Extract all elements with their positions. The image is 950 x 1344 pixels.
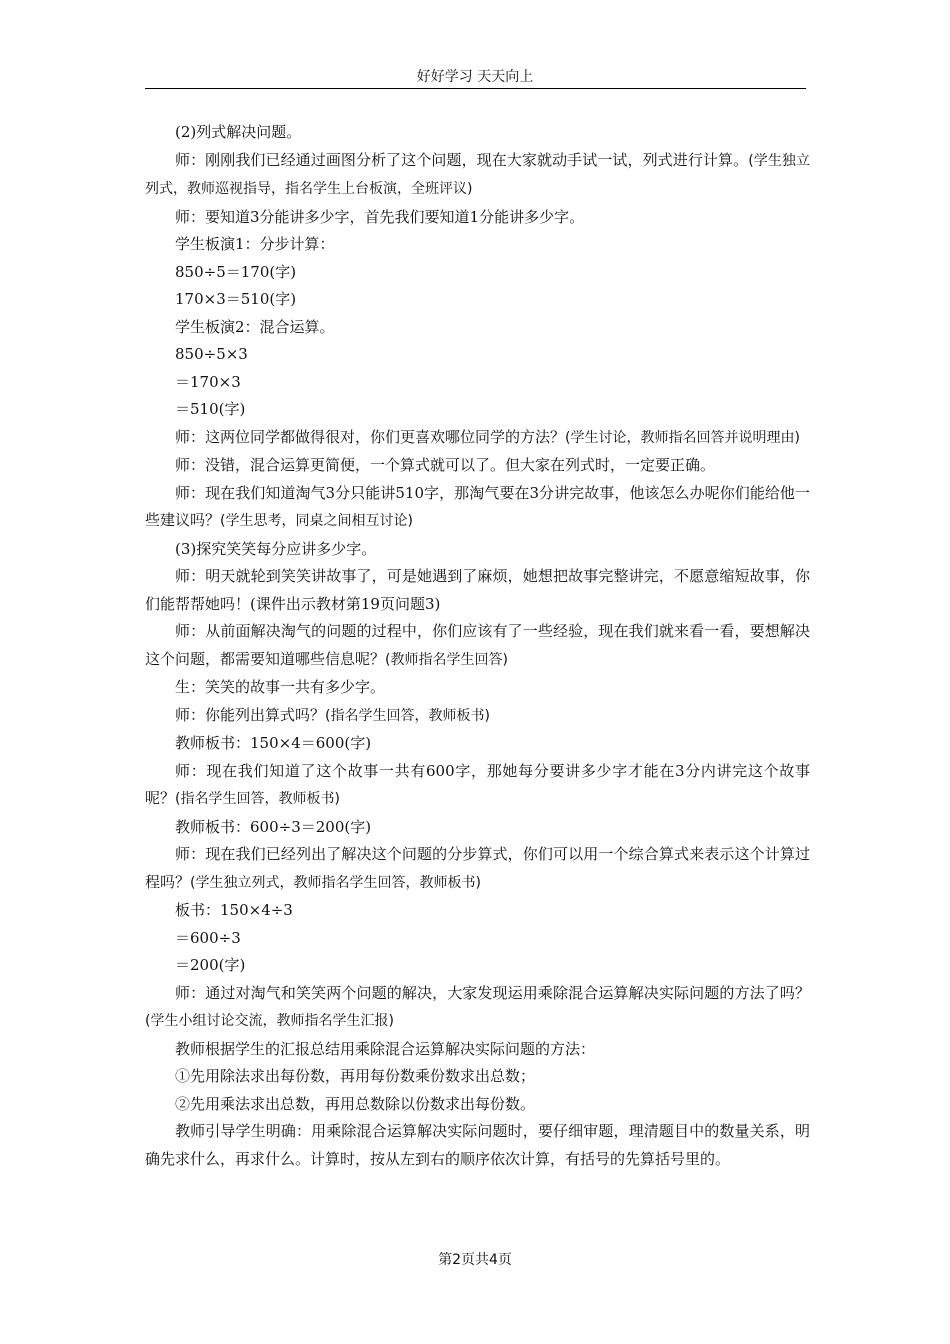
paragraph-text: 师：明天就轮到笑笑讲故事了，可是她遇到了麻烦，她想把故事完整讲完，不愿意缩短故事，你们能帮帮她吗！(课件出示教材第19页问题3) (145, 567, 810, 613)
paragraph-text: 教师板书：600÷3＝200(字) (175, 817, 372, 836)
paragraph (145, 618, 810, 674)
paragraph (145, 1118, 810, 1173)
paragraph (145, 841, 810, 897)
paragraph (145, 536, 810, 564)
paragraph (145, 424, 810, 453)
paragraph-text: 学生板演1：分步计算： (175, 235, 335, 253)
paragraph (145, 952, 810, 980)
paragraph-text: 师：现在我们知道淘气3分只能讲510字，那淘气要在3分讲完故事，他该怎么办呢你们能给他一些建议吗？ (145, 483, 810, 529)
paragraph (145, 897, 810, 925)
paragraph-text: 生：笑笑的故事一共有多少字。 (175, 678, 386, 696)
paragraph-text: 师：要知道3分能讲多少字，首先我们要知道1分能讲多少字。 (175, 207, 585, 226)
paragraph-text: ②先用乘法求出总数，再用总数除以份数求出每份数。 (175, 1094, 536, 1113)
paragraph (145, 814, 810, 842)
teaching-note: (指名学生回答，教师板书) (325, 707, 490, 724)
paragraph-text: 师：现在我们已经列出了解决这个问题的分步算式，你们可以用一个综合算式来表示这个计算过程吗？ (145, 845, 810, 891)
paragraph (145, 286, 810, 314)
paragraph (145, 452, 810, 480)
paragraph-text: 师：没错，混合运算更简便，一个算式就可以了。但大家在列式时，一定要正确。 (175, 456, 716, 474)
paragraph (145, 702, 810, 731)
teaching-note: (学生讨论，教师指名回答并说明理由) (565, 429, 800, 446)
paragraph (145, 730, 810, 758)
paragraph-text: 师：你能列出算式吗？ (175, 705, 326, 724)
document-body (145, 119, 810, 1173)
paragraph-text: 教师板书：150×4＝600(字) (175, 734, 372, 752)
paragraph (145, 396, 810, 424)
paragraph (145, 259, 810, 287)
paragraph-text: 师：现在我们知道了这个故事一共有600字，那她每分要讲多少字才能在3分内讲完这个故事呢？ (145, 761, 810, 807)
teaching-note: (指名学生回答，教师板书) (175, 791, 340, 807)
paragraph-text: 850÷5＝170(字) (175, 262, 297, 281)
paragraph-text: 师：从前面解决淘气的问题的过程中，你们应该有了一些经验，现在我们就来看一看，要想解决这个问题，都需要知道哪些信息呢？ (145, 622, 810, 668)
page-footer: 第2页共4页 (438, 1252, 512, 1268)
paragraph-text: 师：刚刚我们已经通过画图分析了这个问题，现在大家就动手试一试，列式进行计算。 (175, 150, 749, 169)
paragraph (145, 758, 810, 814)
paragraph (145, 480, 810, 536)
paragraph-text: 师：这两位同学都做得很对，你们更喜欢哪位同学的方法？ (175, 427, 566, 446)
paragraph-text: ＝600÷3 (175, 928, 241, 947)
paragraph-text: ＝170×3 (175, 372, 241, 391)
teaching-note: (学生小组讨论交流，教师指名学生汇报) (145, 1013, 394, 1029)
teaching-note: (学生独立列式，教师巡视指导，指名学生上台板演，全班评议) (145, 152, 810, 197)
page-header: 好好学习 天天向上 (416, 69, 534, 85)
paragraph (145, 341, 810, 369)
paragraph (145, 231, 810, 259)
paragraph (145, 147, 810, 204)
paragraph-text: ＝200(字) (175, 956, 246, 974)
header-rule (145, 88, 806, 89)
paragraph (145, 314, 810, 342)
paragraph-text: ＝510(字) (175, 400, 246, 418)
paragraph-text: (2)列式解决问题。 (175, 123, 302, 141)
paragraph (145, 563, 810, 618)
paragraph (145, 119, 810, 147)
paragraph (145, 369, 810, 397)
paragraph-text: 师：通过对淘气和笑笑两个问题的解决，大家发现运用乘除混合运算解决实际问题的方法了吗？ (175, 983, 810, 1002)
paragraph (145, 925, 810, 953)
paragraph-text: 教师根据学生的汇报总结用乘除混合运算解决实际问题的方法： (175, 1039, 596, 1058)
paragraph (145, 674, 810, 702)
paragraph-text: 板书：150×4÷3 (175, 901, 293, 919)
teaching-note: (学生独立列式，教师指名学生回答，教师板书) (190, 874, 481, 891)
teaching-note: (学生思考，同桌之间相互讨论) (220, 513, 413, 529)
paragraph (145, 980, 810, 1036)
paragraph (145, 204, 810, 232)
paragraph-text: 学生板演2：混合运算。 (175, 317, 335, 336)
paragraph-text: ①先用除法求出每份数，再用每份数乘份数求出总数； (175, 1067, 536, 1085)
paragraph-text: 170×3＝510(字) (175, 290, 297, 308)
paragraph (145, 1063, 810, 1091)
paragraph-text: (3)探究笑笑每分应讲多少字。 (175, 539, 377, 558)
paragraph (145, 1091, 810, 1119)
paragraph-text: 教师引导学生明确：用乘除混合运算解决实际问题时，要仔细审题，理清题目中的数量关系，明确先求什么，再求什么。计算时，按从左到右的顺序依次计算，有括号的先算括号里的。 (145, 1122, 810, 1168)
paragraph (145, 1036, 810, 1064)
teaching-note: (教师指名学生回答) (385, 651, 508, 668)
paragraph-text: 850÷5×3 (175, 345, 248, 363)
